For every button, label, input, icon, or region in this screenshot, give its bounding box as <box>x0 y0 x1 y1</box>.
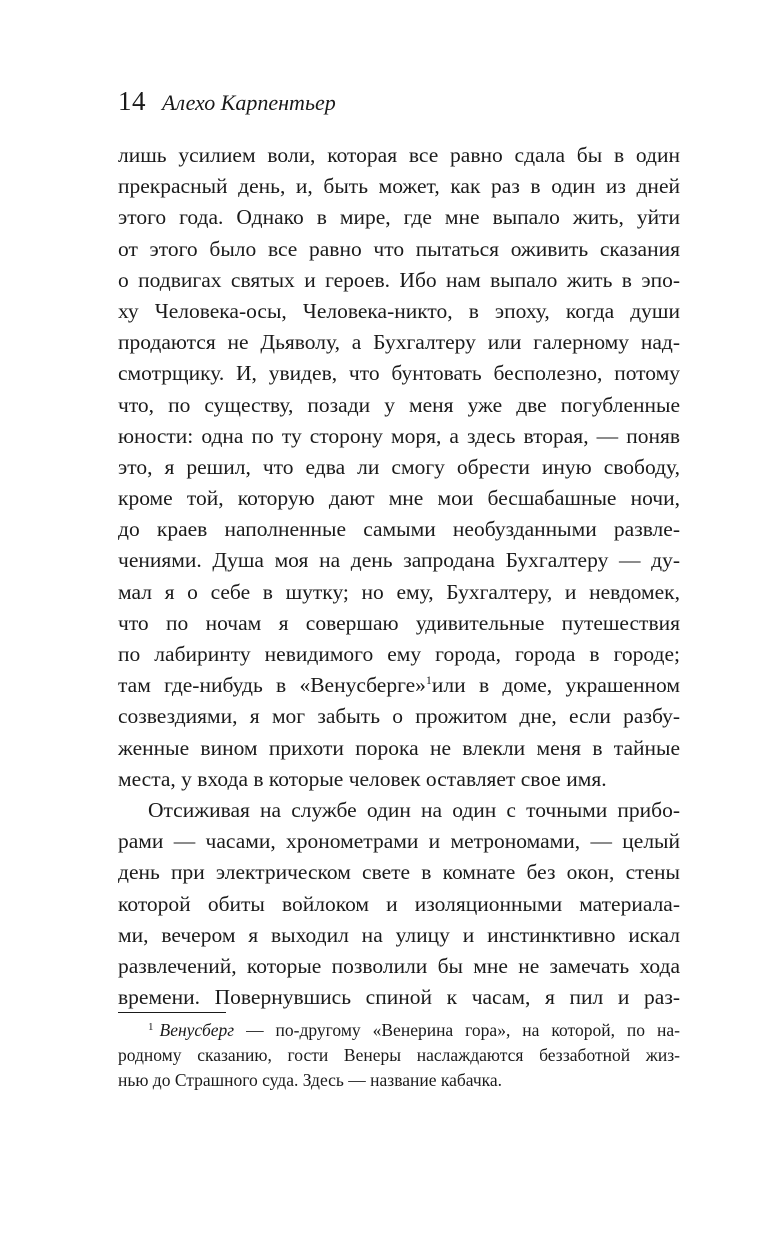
text-line: Отсиживая на службе один на один с точными прибо- <box>148 797 680 822</box>
text-line: лишь усилием воли, которая все равно сдала бы в один <box>118 143 680 167</box>
text-line: прекрасный день, и, быть может, как раз в один из дней <box>118 174 680 199</box>
footnote-term: Венусберг <box>159 1020 235 1040</box>
text-line: рами — часами, хронометрами и метрономами, — целый <box>118 829 680 854</box>
text-line: что, по существу, позади у меня уже две погубленные <box>118 392 680 417</box>
footnote <box>118 1018 680 1093</box>
text-line: развлечений, которые позволили бы мне не замечать хода <box>118 953 680 978</box>
running-header <box>118 86 336 122</box>
author-name: Алехо Карпентьер <box>162 90 336 115</box>
text-line: ху Человека-осы, Человека-никто, в эпоху, когда души <box>118 298 680 323</box>
footnote-line: родному сказанию, гости Венеры наслаждаются беззаботной жиз- <box>118 1045 680 1065</box>
footnote-line: нью до Страшного суда. Здесь — название кабачка. <box>118 1070 503 1090</box>
footnote-text: — по-другому «Венерина гора», на которой, по на- <box>234 1020 680 1040</box>
body-text <box>118 140 680 1013</box>
text-line: это, я решил, что едва ли смогу обрести иную свободу, <box>118 454 680 479</box>
text-segment: там где-нибудь в «Венусберге» <box>118 673 426 698</box>
footnote-divider <box>118 1012 226 1013</box>
text-line-with-footnote-ref <box>118 670 680 701</box>
text-line: этого года. Однако в мире, где мне выпало жить, уйти <box>118 205 680 230</box>
text-line: которой обиты войлоком и изоляционными материала- <box>118 891 680 916</box>
text-line: о подвигах святых и героев. Ибо нам выпало жить в эпо- <box>118 267 680 292</box>
text-line: мал я о себе в шутку; но ему, Бухгалтеру, и невдомек, <box>118 579 680 604</box>
text-line: продаются не Дьяволу, а Бухгалтеру или галерному над- <box>118 330 680 355</box>
text-line: созвездиями, я мог забыть о прожитом дне, если разбу- <box>118 704 680 729</box>
text-line: от этого было все равно что пытаться оживить сказания <box>118 236 680 261</box>
footnote-line <box>118 1018 680 1043</box>
text-line: места, у входа в которые человек оставляет свое имя. <box>118 766 607 791</box>
text-line: женные вином прихоти порока не влекли меня в тайные <box>118 735 680 760</box>
text-line: что по ночам я совершаю удивительные путешествия <box>118 610 680 635</box>
footnote-reference: 1 <box>425 673 432 688</box>
text-line: ми, вечером я выходил на улицу и инстинктивно искал <box>118 922 680 947</box>
text-line: до краев наполненные самыми необузданными развле- <box>118 517 680 542</box>
text-line: времени. Повернувшись спиной к часам, я пил и раз- <box>118 985 680 1010</box>
text-segment: или в доме, украшенном <box>431 673 680 698</box>
text-line: день при электрическом свете в комнате без окон, стены <box>118 860 680 885</box>
footnote-marker: 1 <box>148 1021 154 1033</box>
page-number: 14 <box>118 86 146 116</box>
text-line: юности: одна по ту сторону моря, а здесь вторая, — поняв <box>118 423 680 448</box>
text-line: смотрщику. И, увидев, что бунтовать бесполезно, потому <box>118 361 680 386</box>
text-line: чениями. Душа моя на день запродана Бухгалтеру — ду- <box>118 548 680 573</box>
text-line: по лабиринту невидимого ему города, города в городе; <box>118 642 680 666</box>
text-line: кроме той, которую дают мне мои бесшабашные ночи, <box>118 486 680 511</box>
